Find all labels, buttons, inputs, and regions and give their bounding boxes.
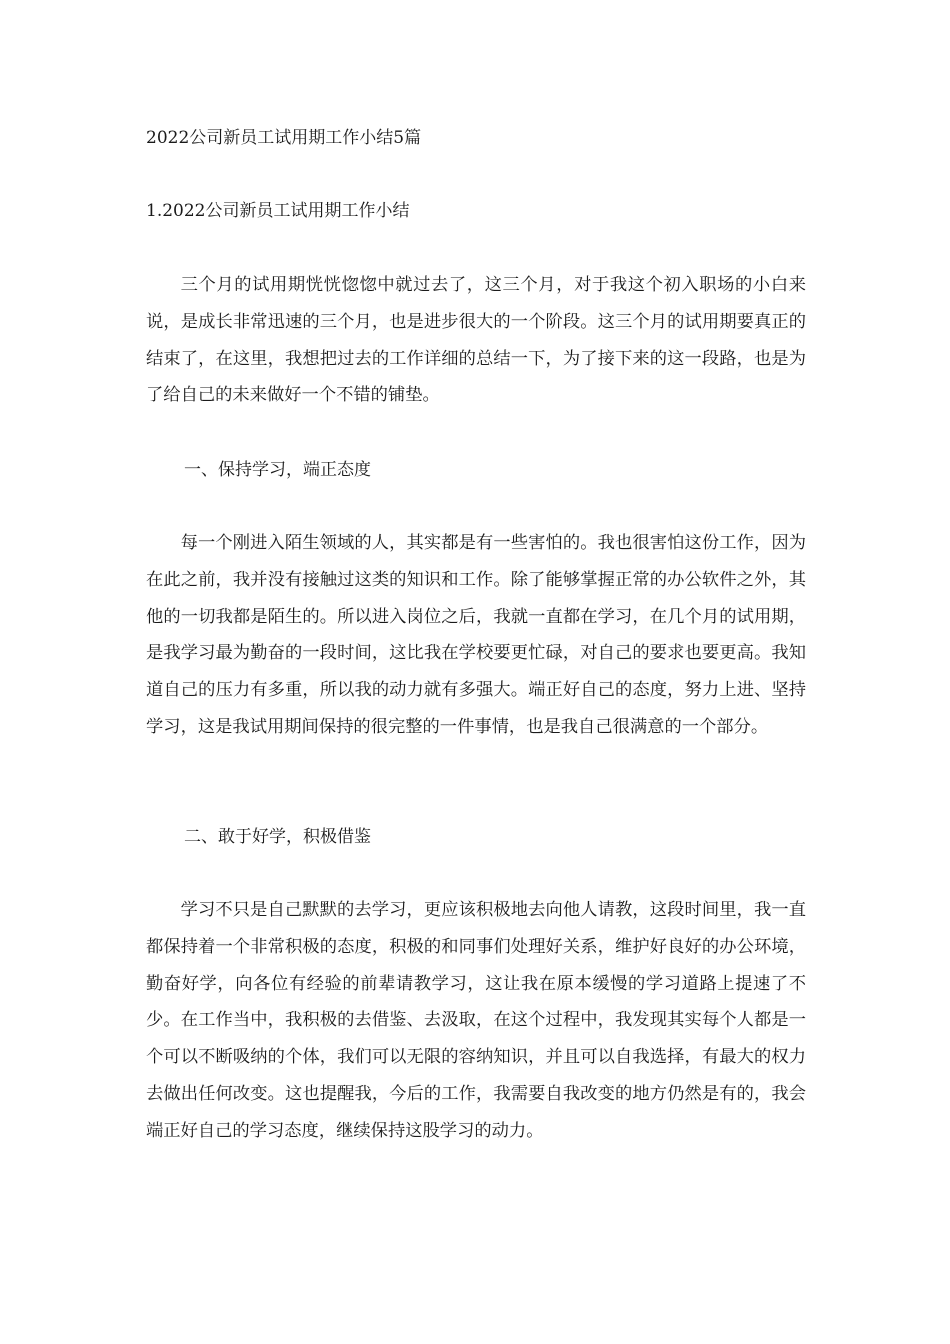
body-paragraph-1: 每一个刚进入陌生领域的人，其实都是有一些害怕的。我也很害怕这份工作，因为在此之前，我并没有接触过这类的知识和工作。除了能够掌握正常的办公软件之外，其他的一切我都是陌生的。所以进入岗位之后，我就一直都在学习，在几个月的试用期，是我学习最为勤奋的一段时间，这比我在学校要更忙碌，对自己的要求也要更高。我知道自己的压力有多重，所以我的动力就有多强大。端正好自己的态度，努力上进、坚持学习，这是我试用期间保持的很完整的一件事情，也是我自己很满意的一个部分。 xyxy=(146,533,806,737)
section-heading-2: 二、敢于好学，积极借鉴 xyxy=(184,827,371,847)
section-title: 1.2022公司新员工试用期工作小结 xyxy=(146,201,410,221)
document-title: 2022公司新员工试用期工作小结5篇 xyxy=(146,128,422,148)
body-paragraph-intro: 三个月的试用期恍恍惚惚中就过去了，这三个月，对于我这个初入职场的小白来说，是成长非常迅速的三个月，也是进步很大的一个阶段。这三个月的试用期要真正的结束了，在这里，我想把过去的工作详细的总结一下，为了接下来的这一段路，也是为了给自己的未来做好一个不错的铺垫。 xyxy=(146,275,806,406)
section-heading-1: 一、保持学习，端正态度 xyxy=(184,460,371,480)
body-paragraph-2: 学习不只是自己默默的去学习，更应该积极地去向他人请教，这段时间里，我一直都保持着一个非常积极的态度，积极的和同事们处理好关系，维护好良好的办公环境，勤奋好学，向各位有经验的前辈请教学习，这让我在原本缓慢的学习道路上提速了不少。在工作当中，我积极的去借鉴、去汲取，在这个过程中，我发现其实每个人都是一个可以不断吸纳的个体，我们可以无限的容纳知识，并且可以自我选择，有最大的权力去做出任何改变。这也提醒我，今后的工作，我需要自我改变的地方仍然是有的，我会端正好自己的学习态度，继续保持这股学习的动力。 xyxy=(146,900,806,1141)
